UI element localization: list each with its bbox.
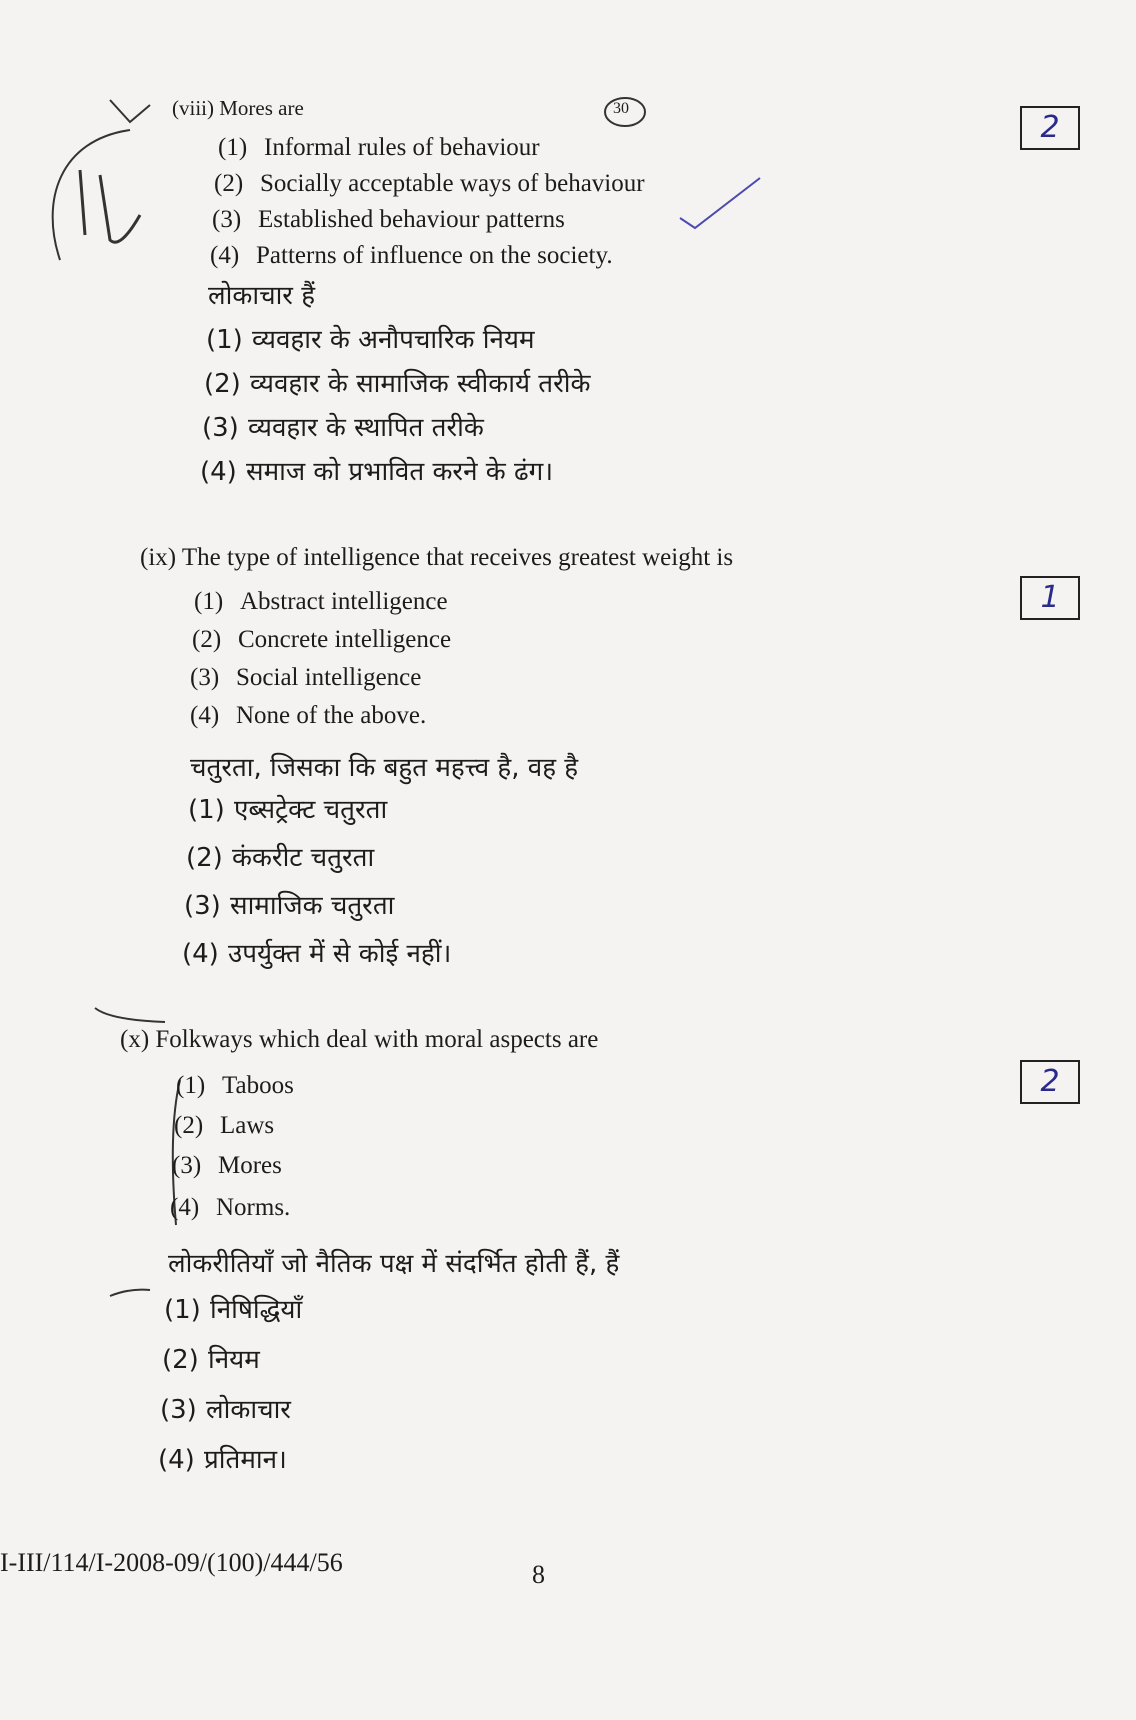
page-number: 8 xyxy=(532,1560,545,1589)
q8-option-hi-2: (2) व्यवहार के सामाजिक स्वीकार्य तरीके xyxy=(204,369,591,399)
q10-option-en-4: (4) Norms. xyxy=(170,1194,291,1221)
q9-option-en-2: (2) Concrete intelligence xyxy=(192,626,452,653)
q9-option-en-1: (1) Abstract intelligence xyxy=(194,588,448,615)
footer-code: I-III/114/I-2008-09/(100)/444/56 xyxy=(0,1548,343,1577)
q9-answer-box: 1 xyxy=(1020,576,1080,620)
q8-option-en-3: (3) Established behaviour patterns xyxy=(212,206,565,233)
q9-prompt-en: (ix) The type of intelligence that receives greatest weight is xyxy=(140,544,734,571)
q9-prompt-hi: चतुरता, जिसका कि बहुत महत्त्व है, वह है xyxy=(190,753,579,783)
q8-option-hi-4: (4) समाज को प्रभावित करने के ढंग। xyxy=(200,457,554,487)
q9-option-hi-2: (2) कंकरीट चतुरता xyxy=(186,843,375,873)
q10-answer-box: 2 xyxy=(1020,1060,1080,1104)
q8-prompt-hi: लोकाचार हैं xyxy=(208,281,316,311)
q8-option-hi-3: (3) व्यवहार के स्थापित तरीके xyxy=(202,413,484,443)
q10-prompt-en: (x) Folkways which deal with moral aspects are xyxy=(120,1026,599,1053)
q8-option-en-2: (2) Socially acceptable ways of behaviour xyxy=(214,170,645,197)
q9-option-hi-3: (3) सामाजिक चतुरता xyxy=(184,891,395,921)
q9-option-en-4: (4) None of the above. xyxy=(190,702,427,729)
q10-option-hi-1: (1) निषिद्धियाँ xyxy=(164,1295,303,1325)
q8-option-en-1: (1) Informal rules of behaviour xyxy=(218,134,540,161)
q8-option-hi-1: (1) व्यवहार के अनौपचारिक नियम xyxy=(206,325,535,355)
q9-option-hi-4: (4) उपर्युक्त में से कोई नहीं। xyxy=(182,939,452,969)
q10-option-hi-2: (2) नियम xyxy=(162,1345,260,1375)
q10-prompt-hi: लोकरीतियाँ जो नैतिक पक्ष में संदर्भित होती हैं, हैं xyxy=(168,1249,620,1279)
q9-option-en-3: (3) Social intelligence xyxy=(190,664,422,691)
q10-option-en-2: (2) Laws xyxy=(174,1112,275,1139)
q10-option-en-1: (1) Taboos xyxy=(176,1072,294,1099)
q9-option-hi-1: (1) एब्सट्रेक्ट चतुरता xyxy=(188,795,388,825)
q8-answer-box: 2 xyxy=(1020,106,1080,150)
q10-option-hi-4: (4) प्रतिमान। xyxy=(158,1445,287,1475)
q8-prompt-en: (viii) Mores are xyxy=(172,96,304,120)
q10-option-en-3: (3) Mores xyxy=(172,1152,282,1179)
circle-note: 30 xyxy=(613,100,629,117)
q10-option-hi-3: (3) लोकाचार xyxy=(160,1395,291,1425)
q8-option-en-4: (4) Patterns of influence on the society. xyxy=(210,242,613,269)
